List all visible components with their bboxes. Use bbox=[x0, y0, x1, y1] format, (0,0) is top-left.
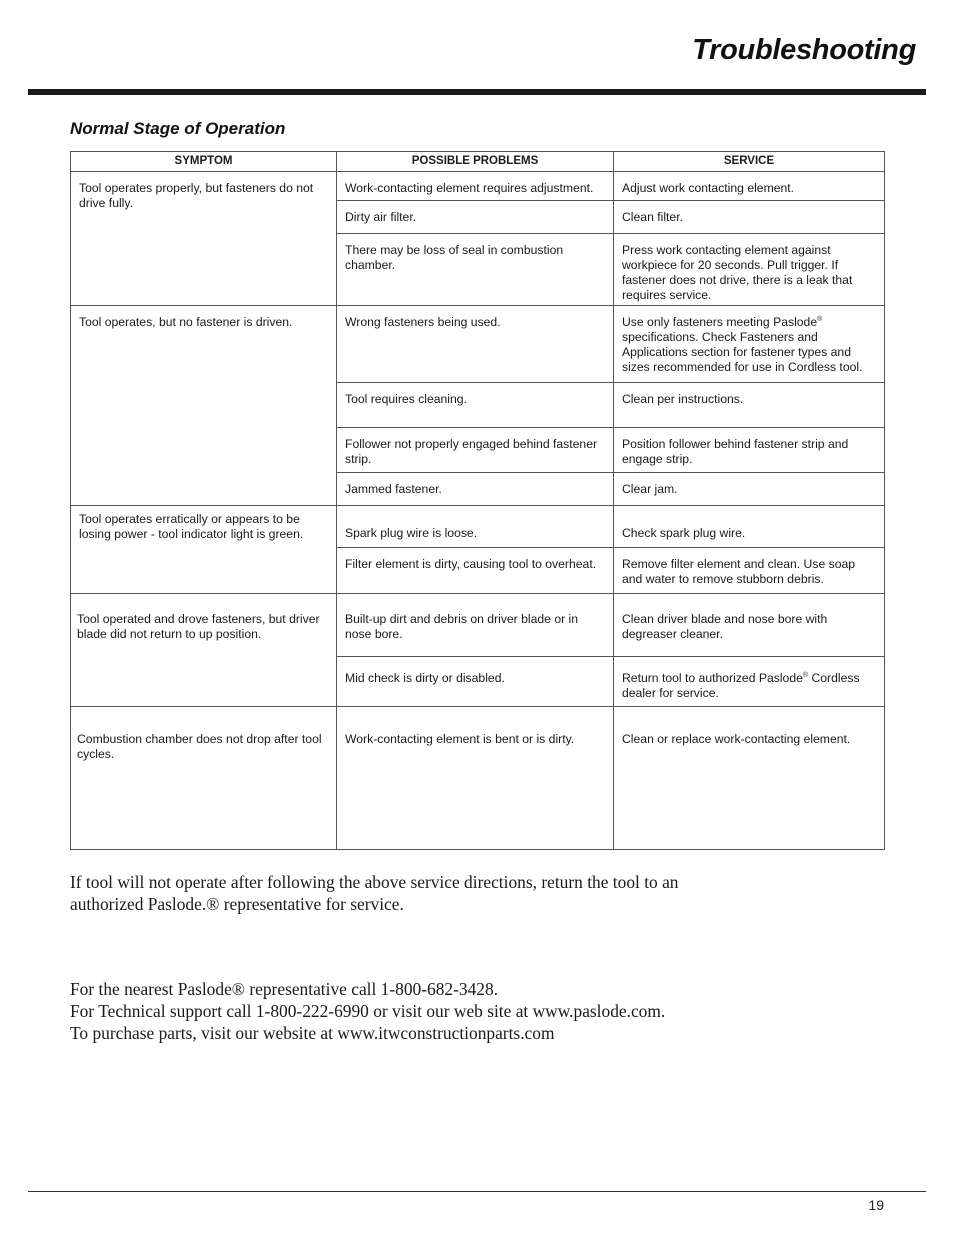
problem-cell: Dirty air filter. bbox=[337, 201, 614, 234]
problem-cell: Work-contacting element requires adjustment. bbox=[337, 172, 614, 201]
symptom-cell: Tool operates properly, but fasteners do not drive fully. bbox=[71, 172, 337, 306]
registered-mark: ® bbox=[817, 315, 823, 323]
symptom-cell: Tool operated and drove fasteners, but driver blade did not return to up position. bbox=[71, 594, 337, 707]
service-cell: Press work contacting element against workpiece for 20 seconds. Pull trigger. If fastener does not drive, there is a leak that requires service. bbox=[614, 234, 885, 306]
service-cell: Clear jam. bbox=[614, 473, 885, 506]
service-cell: Adjust work contacting element. bbox=[614, 172, 885, 201]
service-text: Use only fasteners meeting Paslode bbox=[622, 315, 818, 329]
contact-representative-line: For the nearest Paslode® representative call 1-800-682-3428. bbox=[70, 979, 499, 999]
service-note bbox=[70, 871, 678, 915]
service-text: Return tool to authorized Paslode bbox=[622, 671, 803, 685]
problem-cell: Jammed fastener. bbox=[337, 473, 614, 506]
contact-info bbox=[70, 978, 665, 1044]
service-cell: Remove filter element and clean. Use soap and water to remove stubborn debris. bbox=[614, 548, 885, 594]
troubleshooting-table bbox=[70, 151, 885, 850]
table-row bbox=[71, 172, 885, 201]
problem-cell: Work-contacting element is bent or is dirty. bbox=[337, 707, 614, 850]
service-cell: Clean driver blade and nose bore with degreaser cleaner. bbox=[614, 594, 885, 657]
problem-cell: Wrong fasteners being used. bbox=[337, 306, 614, 383]
table-header-row bbox=[71, 152, 885, 172]
symptom-cell: Tool operates, but no fastener is driven. bbox=[71, 306, 337, 506]
problem-cell: Built-up dirt and debris on driver blade or in nose bore. bbox=[337, 594, 614, 657]
header-symptom: SYMPTOM bbox=[71, 152, 337, 172]
problem-cell: Mid check is dirty or disabled. bbox=[337, 657, 614, 707]
service-note-line: If tool will not operate after following the above service directions, return the tool to an bbox=[70, 872, 679, 892]
service-note-line: authorized Paslode.® representative for service. bbox=[70, 894, 404, 914]
table-row bbox=[71, 306, 885, 383]
service-cell: Position follower behind fastener strip and engage strip. bbox=[614, 428, 885, 473]
table-row bbox=[71, 594, 885, 657]
registered-mark: ® bbox=[802, 671, 809, 679]
table-row bbox=[71, 707, 885, 850]
footer-rule bbox=[28, 1191, 926, 1192]
page-number: 19 bbox=[868, 1197, 884, 1213]
header-possible-problems: POSSIBLE PROBLEMS bbox=[337, 152, 614, 172]
problem-cell: Follower not properly engaged behind fastener strip. bbox=[337, 428, 614, 473]
contact-support-line: For Technical support call 1-800-222-6990 or visit our web site at www.paslode.com. bbox=[70, 1001, 666, 1021]
title-rule bbox=[28, 89, 926, 95]
service-text: Cordless dealer for service. bbox=[622, 671, 860, 700]
symptom-cell: Combustion chamber does not drop after tool cycles. bbox=[71, 707, 337, 850]
page-title: Troubleshooting bbox=[692, 34, 916, 66]
problem-cell: Tool requires cleaning. bbox=[337, 383, 614, 428]
problem-cell: There may be loss of seal in combustion chamber. bbox=[337, 234, 614, 306]
problem-cell: Filter element is dirty, causing tool to overheat. bbox=[337, 548, 614, 594]
symptom-cell: Tool operates erratically or appears to be losing power - tool indicator light is green. bbox=[71, 506, 337, 594]
service-cell: Clean or replace work-contacting element. bbox=[614, 707, 885, 850]
service-cell: Clean filter. bbox=[614, 201, 885, 234]
service-text: specifications. Check Fasteners and Applications section for fastener types and sizes recommended for use in Cordless tool. bbox=[622, 330, 863, 374]
service-cell: Clean per instructions. bbox=[614, 383, 885, 428]
table-row bbox=[71, 506, 885, 548]
problem-cell: Spark plug wire is loose. bbox=[337, 506, 614, 548]
section-title: Normal Stage of Operation bbox=[70, 119, 286, 138]
header-service: SERVICE bbox=[614, 152, 885, 172]
contact-parts-line: To purchase parts, visit our website at www.itwconstructionparts.com bbox=[70, 1023, 555, 1043]
service-cell: Check spark plug wire. bbox=[614, 506, 885, 548]
service-cell bbox=[614, 306, 885, 383]
service-cell bbox=[614, 657, 885, 707]
